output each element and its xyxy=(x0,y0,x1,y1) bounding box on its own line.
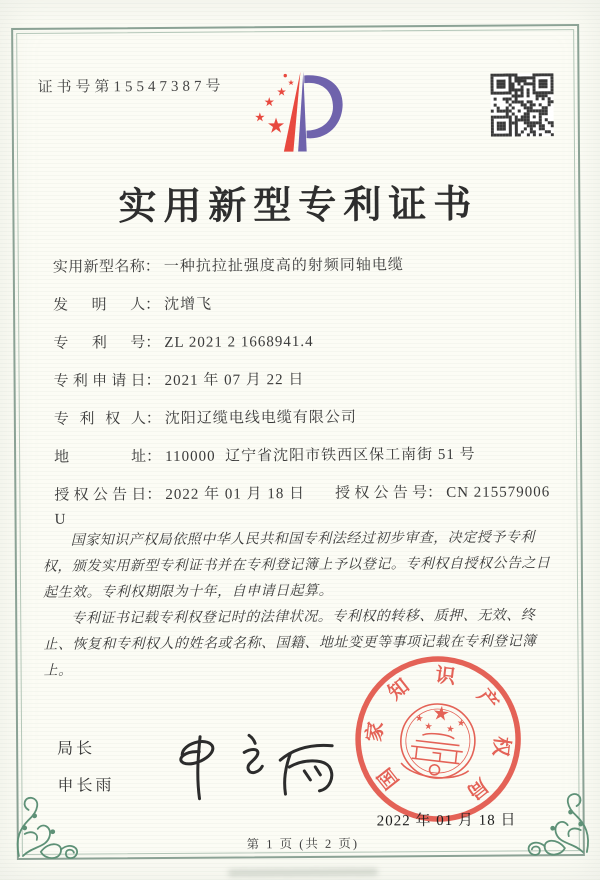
field-value: 沈阳辽缆电线电缆有限公司 xyxy=(164,409,357,427)
qr-code-icon xyxy=(490,73,553,136)
field-label: 专利号 xyxy=(53,335,146,352)
svg-text:★: ★ xyxy=(446,724,455,734)
certificate-fields xyxy=(53,252,560,546)
svg-text:国: 国 xyxy=(373,763,404,793)
grant-date-stamp: 2022 年 01 月 18 日 xyxy=(376,812,517,830)
officer-title: 局长 xyxy=(57,740,96,758)
field-row: 实用新型名称： 一种抗拉扯强度高的射频同轴电缆 xyxy=(53,252,558,280)
field-label: 专利权人 xyxy=(53,411,146,428)
corner-ornament-icon xyxy=(516,782,595,861)
legal-paragraph: 专利证书记载专利权登记时的法律状况。专利权的转移、质押、无效、终止、恢复和专利权人的姓名或名称、国籍、地址变更等事项记载在专利登记簿上。 xyxy=(43,608,537,679)
svg-text:★: ★ xyxy=(263,95,275,110)
legal-paragraph: 国家知识产权局依照中华人民共和国专利法经过初步审查，决定授予专利权，颁发实用新型专利证书并在专利登记簿上予以登记。专利权自授权公告之日起生效。专利权期限为十年，自申请日起算。 xyxy=(42,530,551,601)
svg-text:★: ★ xyxy=(276,86,287,99)
svg-text:★: ★ xyxy=(266,113,286,138)
emblem-stars xyxy=(414,701,467,735)
svg-text:★: ★ xyxy=(424,721,433,732)
svg-text:权: 权 xyxy=(488,735,513,758)
field-value: 110000 辽宁省沈阳市铁西区保工南街 51 号 xyxy=(165,446,476,465)
field-value: 2021 年 07 月 22 日 xyxy=(164,371,305,389)
field-value: 一种抗拉扯强度高的射频同轴电缆 xyxy=(163,257,404,275)
field-value: 沈增飞 xyxy=(164,296,213,313)
field-label: 授权公告日 xyxy=(54,487,147,504)
field-label: 专利申请日 xyxy=(53,373,146,390)
field-label: 授权公告号 xyxy=(335,485,428,502)
field-row: 专利号： ZL 2021 2 1668941.4 xyxy=(53,328,558,356)
field-label: 发明人 xyxy=(53,297,146,314)
page-number: 第 1 页 (共 2 页) xyxy=(246,836,360,852)
svg-text:家: 家 xyxy=(363,720,388,744)
svg-text:★: ★ xyxy=(432,703,450,725)
signature-icon xyxy=(152,710,353,811)
svg-text:★: ★ xyxy=(456,718,466,728)
certificate-number: 证书号第15547387号 xyxy=(37,78,225,96)
svg-text:知: 知 xyxy=(384,674,414,705)
svg-text:★: ★ xyxy=(415,713,424,724)
field-label: 实用新型名称 xyxy=(52,259,145,276)
svg-text:局: 局 xyxy=(462,773,492,804)
svg-text:产: 产 xyxy=(472,685,503,715)
field-value: 2022 年 01 月 18 日 xyxy=(165,485,306,503)
field-row: 专利权人： 沈阳辽缆电线电缆有限公司 xyxy=(54,404,559,432)
field-row: 发明人： 沈增飞 xyxy=(53,290,558,318)
officer-name: 申长雨 xyxy=(57,777,115,795)
svg-text:★: ★ xyxy=(287,78,295,88)
field-value: ZL 2021 2 1668941.4 xyxy=(164,333,314,351)
svg-text:识: 识 xyxy=(434,664,457,689)
corner-ornament-icon xyxy=(10,785,89,864)
field-value: CN 215579006 U xyxy=(54,484,556,528)
field-row: 授权公告日： 2022 年 01 月 18 日 授权公告号： CN 215579006 U xyxy=(54,480,559,532)
svg-text:★: ★ xyxy=(254,110,266,125)
field-row: 专利申请日： 2021 年 07 月 22 日 xyxy=(54,366,559,394)
seal-agency-text xyxy=(356,656,523,808)
next-page-ghosting xyxy=(228,868,378,876)
field-row: 地址： 110000 辽宁省沈阳市铁西区保工南街 51 号 xyxy=(54,442,559,470)
cnipa-logo-icon xyxy=(243,64,358,165)
certificate-title: 实用新型专利证书 xyxy=(118,183,479,229)
field-label: 地址 xyxy=(54,449,147,466)
